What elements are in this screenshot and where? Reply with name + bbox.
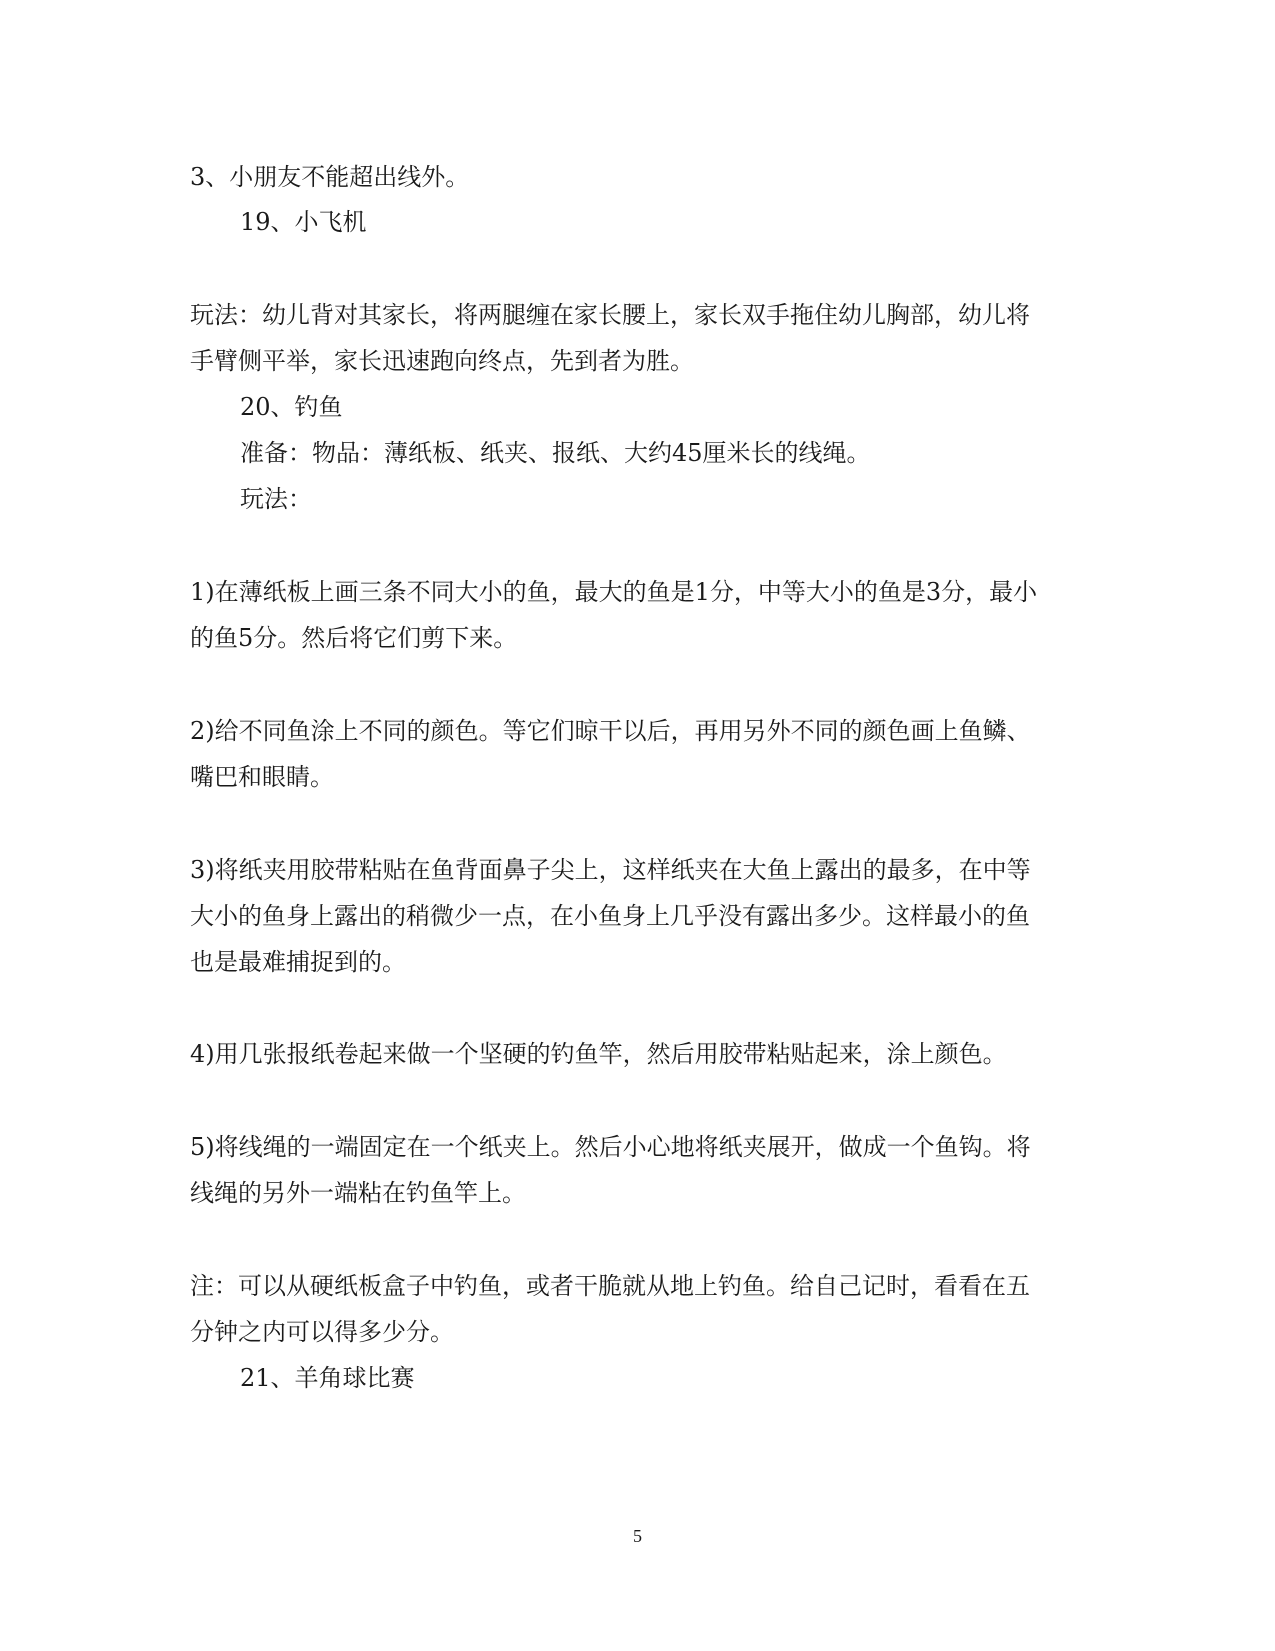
step-1-line-2: 的鱼5分。然后将它们剪下来。 [190, 624, 518, 652]
gameplay-20-label: 玩法： [240, 485, 312, 513]
step-2-line-1: 2)给不同鱼涂上不同的颜色。等它们晾干以后，再用另外不同的颜色画上鱼鳞、 [190, 717, 1031, 745]
step-5-line-1: 5)将线绳的一端固定在一个纸夹上。然后小心地将纸夹展开，做成一个鱼钩。将 [190, 1133, 1031, 1161]
note-line-2: 分钟之内可以得多少分。 [190, 1318, 454, 1346]
step-1-line-1: 1)在薄纸板上画三条不同大小的鱼，最大的鱼是1分，中等大小的鱼是3分，最小 [190, 578, 1038, 606]
heading-19-little-airplane: 19、小飞机 [240, 208, 367, 236]
heading-20-fishing: 20、钓鱼 [240, 393, 343, 421]
note-line-1: 注：可以从硬纸板盒子中钓鱼，或者干脆就从地上钓鱼。给自己记时，看看在五 [190, 1272, 1030, 1300]
rule-3-line: 3、小朋友不能超出线外。 [190, 163, 470, 191]
step-2-line-2: 嘴巴和眼睛。 [190, 763, 334, 791]
preparation-line: 准备：物品：薄纸板、纸夹、报纸、大约45厘米长的线绳。 [240, 439, 871, 467]
step-3-line-1: 3)将纸夹用胶带粘贴在鱼背面鼻子尖上，这样纸夹在大鱼上露出的最多，在中等 [190, 856, 1031, 884]
step-3-line-3: 也是最难捕捉到的。 [190, 948, 406, 976]
step-4-line-1: 4)用几张报纸卷起来做一个坚硬的钓鱼竿，然后用胶带粘贴起来，涂上颜色。 [190, 1040, 1007, 1068]
gameplay-19-line-2: 手臂侧平举，家长迅速跑向终点，先到者为胜。 [190, 347, 694, 375]
page-number: 5 [633, 1526, 642, 1546]
heading-21-horn-ball-race: 21、羊角球比赛 [240, 1364, 415, 1392]
step-5-line-2: 线绳的另外一端粘在钓鱼竿上。 [190, 1179, 526, 1207]
gameplay-19-line-1: 玩法：幼儿背对其家长，将两腿缠在家长腰上，家长双手拖住幼儿胸部，幼儿将 [190, 301, 1030, 329]
step-3-line-2: 大小的鱼身上露出的稍微少一点，在小鱼身上几乎没有露出多少。这样最小的鱼 [190, 902, 1030, 930]
